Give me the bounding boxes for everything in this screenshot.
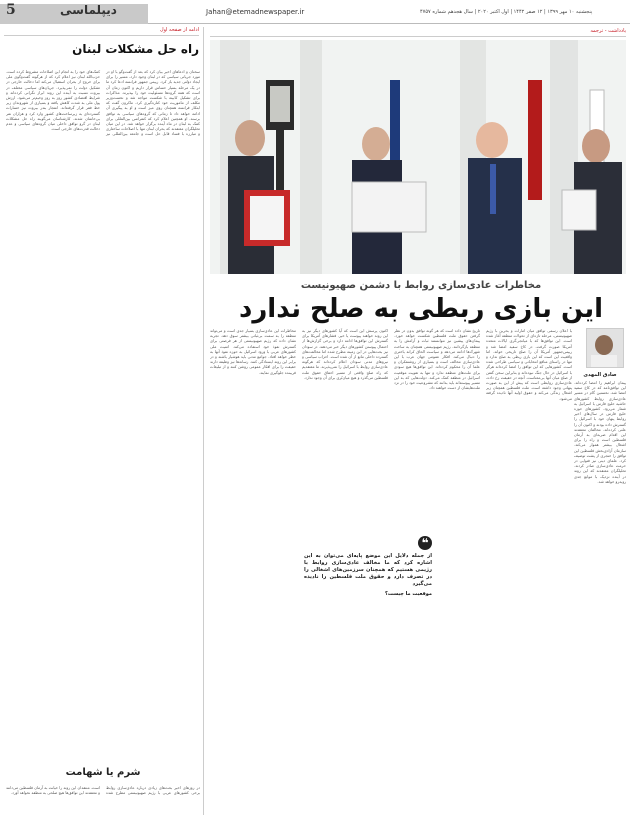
dateline: پنجشنبه ۱۰ مهر ۱۳۹۹ | ۱۲ صفر ۱۴۴۲ | اول اکتبر ۲۰۲۰ | سال هجدهم شماره ۴۷۵۷ <box>420 9 593 15</box>
pull-quote-text: از جمله دلایل این موضع پایه‌ای می‌توان به این اشاره کرد که ما مخالف عادی‌سازی روابط با رژیمی هستیم که همچنان سرزمین‌های اشغالی را در تصرف دارد و حقوق ملت فلسطین را نادیده می‌گیرد <box>304 553 432 587</box>
main-column-1: با اعلان رسمی توافق میان امارات و بحرین با رژیم صهیونیستی، مرحله تازه‌ای از تحولات منطقه آغاز شده است. این توافق‌ها که با میانجی‌گری ایالات متحده آمریکا صورت گرفت، در کاخ سفید امضا شد و رییس‌جمهور آمریکا آن را صلح تاریخی خواند. اما واقعیت این است که این بازی ربطی به صلح ندارد و تنها در راستای منافع انتخاباتی و سیاسی طراحی شده است. کشورهایی که این توافق را امضا کرده‌اند هرگز با اسرائیل در حال جنگ نبوده‌اند و بنابراین سخن گفتن از صلح میان آنها بی‌معناست. آنچه در حقیقت رخ داده، عادی‌سازی روابطی است که پیش از این به صورت پنهانی وجود داشته است. ملت فلسطین همچنان زیر اشغال زندگی می‌کند و حقوق اولیه آنها نادیده گرفته می‌شود. <box>486 328 572 401</box>
main-column-2: تاریخ نشان داده است که هر گونه توافق بدون در نظر گرفتن حقوق ملت فلسطین شکست خواهد خورد. پیمان‌های پیشین نیز نتوانستند ثبات و آرامش را به منطقه بازگردانند. رژیم صهیونیستی همچنان به ساخت شهرک‌ها ادامه می‌دهد و سیاست الحاق کرانه باختری را دنبال می‌کند. افکار عمومی جهان عرب با این عادی‌سازی مخالف است و بسیاری از روشنفکران و علما آن را محکوم کرده‌اند. این توافق‌ها هیچ سودی برای ملت‌های منطقه ندارد و تنها به تقویت موقعیت اسرائیل در منطقه کمک می‌کند. دولت‌هایی که به این مسیر پیوسته‌اند باید بدانند که مشروعیت خود را در نزد ملت‌هایشان از دست خواهند داد. <box>394 328 480 391</box>
main-headline: این بازی ربطی به صلح ندارد <box>238 294 604 324</box>
left-article2-body: در روزهای اخیر بحث‌های زیادی درباره عادی‌سازی روابط برخی کشورهای عربی با رژیم صهیونیستی مطرح شده است. منتقدان این روند را خیانت به آرمان فلسطین می‌دانند و معتقدند این توافق‌ها هیچ صلحی به منطقه نخواهد آورد. <box>6 785 200 796</box>
section-subhead: موقعیت ما چیست؟ <box>384 591 432 597</box>
left-article-body: سخنان و ادعاهای اخیر بیان کرد که بعد از گفت‌وگو با او در مورد جریانی سیاسی که در لبنان وجود دارد، مسیر را برای ایجاد دولتی جدید باز کرد. رییس جمهور فرانسه ادعا کرد ما در یک مرحله بسیار حساس قرار داریم و اکنون زمان آن است که همه گروه‌ها مسئولیت خود را بپذیرند. مذاکرات برای تشکیل کابینه با شکست مواجه شد و نخست‌وزیر مکلف از ماموریت خود کناره‌گیری کرد. ماکرون گفت که ابتکار فرانسه همچنان روی میز است و او به پیگیری آن ادامه خواهد داد تا زمانی که گروه‌های سیاسی به توافق برسند. او همچنین اعلام کرد که کنفرانس بین‌المللی برای کمک به لبنان در ماه آینده برگزار خواهد شد. در این میان تحلیلگران معتقدند که بحران لبنان تنها با اصلاحات ساختاری و مبارزه با فساد قابل حل است و جامعه بین‌المللی نیز کمک‌های خود را به انجام این اصلاحات مشروط کرده است. حزب‌الله لبنان نیز اعلام کرد که از هرگونه گفت‌وگوی ملی برای خروج از بحران استقبال می‌کند اما دخالت خارجی در تشکیل دولت را نمی‌پذیرد. جریان‌های سیاسی مختلف در بیروت نسبت به آینده این روند ابراز نگرانی کرده‌اند و شرایط اقتصادی کشور روز به روز وخیم‌تر می‌شود. ارزش پول ملی به شدت کاهش یافته و بسیاری از شهروندان زیر خط فقر قرار گرفته‌اند. انفجار بندر بیروت نیز خسارات گسترده‌ای به زیرساخت‌های کشور وارد کرد و هزاران نفر بی‌خانمان شدند. کارشناسان می‌گویند راه حل مشکلات لبنان در گرو توافق داخلی میان گروه‌های سیاسی و عدم دخالت قدرت‌های خارجی است. <box>6 69 200 137</box>
main-column-4: مخاطرات این عادی‌سازی بسیار جدی است و می‌تواند منطقه را به سمت بی‌ثباتی بیشتر سوق دهد. تجربه نشان داده که رژیم صهیونیستی از هر فرصتی برای گسترش نفوذ خود استفاده می‌کند. امنیت ملی کشورهای عربی با ورود اسرائیل به حوزه نفوذ آنها به خطر خواهد افتاد. جوامع مدنی باید هوشیار باشند و در برابر این روند ایستادگی کنند. رسانه‌ها نیز وظیفه دارند حقیقت را برای افکار عمومی روشن کنند و از تبلیغات فریبنده جلوگیری نمایند. <box>210 328 296 375</box>
section-title: دیپلماسی <box>60 3 117 17</box>
page-number: 5 <box>6 2 16 18</box>
main-kicker: یادداشت - ترجمه <box>210 28 626 37</box>
quote-icon: ❝ <box>418 536 432 550</box>
email-address[interactable]: Jahan@etemadnewspaper.ir <box>206 8 305 16</box>
lead-photo <box>210 40 626 274</box>
main-subtitle: مخاطرات عادی‌سازی روابط با دشمن صهیونیست <box>300 280 542 291</box>
left-article2-title: شرم یا شهامت <box>65 767 141 778</box>
signing-ceremony-image <box>210 40 626 274</box>
side-column: پیمان ابراهیم را امضا کرده‌اند. این توافق‌نامه که در کاخ سفید امضا شد، نخستین گام در مسیر عادی‌سازی روابط کشورهای حاشیه خلیج فارس با اسرائیل به شمار می‌رود. کشورهای حوزه خلیج فارس در سال‌های اخیر روابط پنهان خود با اسرائیل را گسترش داده بودند و اکنون آن را علنی کرده‌اند. مخالفان معتقدند این اقدام ضربه‌ای به آرمان فلسطین است و راه را برای اشغال بیشتر هموار می‌کند. سازمان آزادی‌بخش فلسطین این توافق را خنجری از پشت توصیف کرد. علمای دینی نیز فتوایی در حرمت عادی‌سازی صادر کردند. تحلیلگران معتقدند که این روند در آینده نزدیک با موانع جدی روبه‌رو خواهد شد. <box>574 380 626 484</box>
author-name: صادق المهدی <box>583 372 617 378</box>
left-kicker: ادامه از صفحه اول <box>4 27 199 36</box>
main-column-3: اکنون پرسش این است که آیا کشورهای دیگر نیز به این روند خواهند پیوست یا خیر. فشارهای آمریکا برای گسترش این توافق‌ها ادامه دارد و برخی گزارش‌ها از احتمال پیوستن کشورهای دیگر خبر می‌دهند. در سودان نیز بحث‌هایی در این زمینه مطرح شده اما مخالفت‌های گسترده داخلی مانع از آن شده است. احزاب سیاسی و نیروهای مدنی سودان اعلام کرده‌اند که هرگونه عادی‌سازی روابط با اسرائیل را نمی‌پذیرند. ما معتقدیم که راه صلح واقعی از مسیر احقاق حقوق ملت فلسطین می‌گذرد و هیچ میان‌بُری برای آن وجود ندارد. <box>302 328 388 380</box>
author-avatar <box>586 328 624 368</box>
left-article <box>4 27 204 815</box>
left-article-title: راه حل مشکلات لبنان <box>72 42 199 56</box>
page-header <box>0 0 630 24</box>
pull-quote <box>300 528 436 616</box>
